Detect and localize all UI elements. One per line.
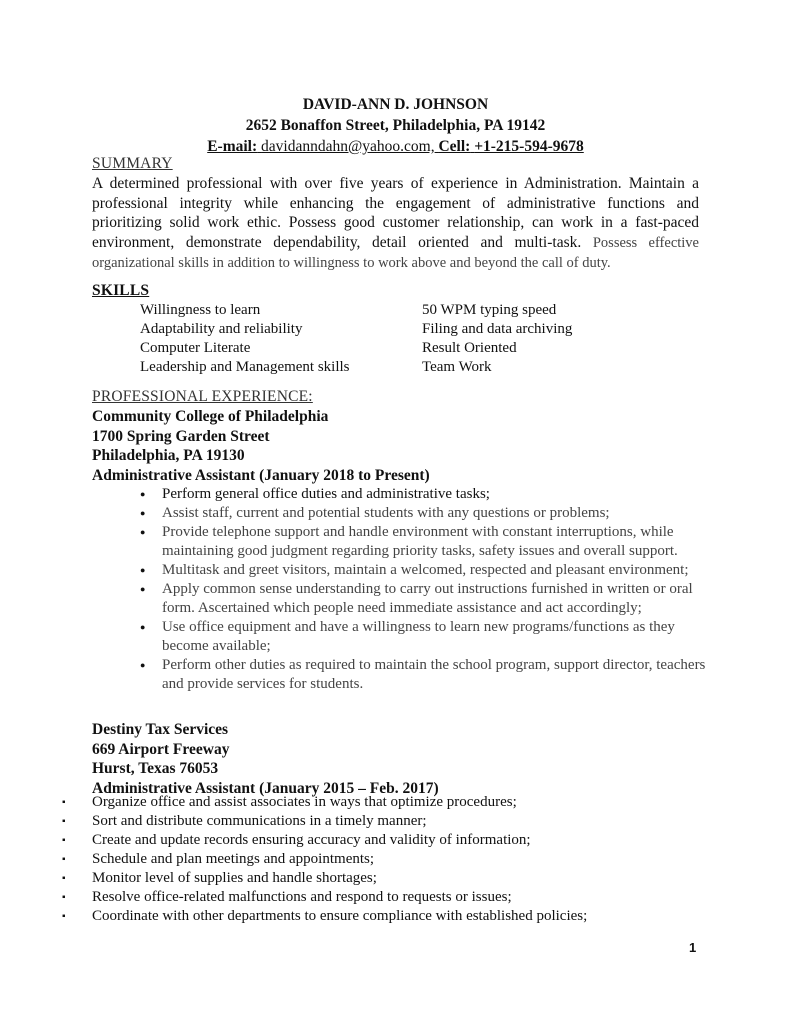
skill-item: Computer Literate <box>140 340 251 356</box>
duty-item: ▪ Schedule and plan meetings and appointments; <box>62 850 682 869</box>
duty-item: ▪ Create and update records ensuring accuracy and validity of information; <box>62 831 682 850</box>
skill-item: Result Oriented <box>422 340 517 356</box>
summary-heading: SUMMARY <box>92 155 173 172</box>
skills-column-right <box>422 301 572 377</box>
duty-item: ▪ Monitor level of supplies and handle shortages; <box>62 869 682 888</box>
employer-city: Philadelphia, PA 19130 <box>92 447 245 464</box>
contact-line <box>0 136 791 157</box>
job-header <box>92 407 430 485</box>
skill-item: 50 WPM typing speed <box>422 302 557 318</box>
employer-city: Hurst, Texas 76053 <box>92 760 219 777</box>
employer-name: Destiny Tax Services <box>92 721 229 738</box>
duty-item: ▪ Resolve office-related malfunctions and respond to requests or issues; <box>62 888 682 907</box>
job-duties-list <box>140 485 710 694</box>
duty-item: ▪ Organize office and assist associates in ways that optimize procedures; <box>62 793 682 812</box>
job-header <box>92 720 439 798</box>
email-label: E-mail: <box>207 138 258 155</box>
job-role: Administrative Assistant (January 2018 to Present) <box>92 466 430 484</box>
duty-item: ● Multitask and greet visitors, maintain a welcomed, respected and pleasant environment; <box>140 561 710 580</box>
employer-name: Community College of Philadelphia <box>92 408 329 425</box>
skill-item: Leadership and Management skills <box>140 359 350 375</box>
email-link[interactable]: davidanndahn@yahoo.com, <box>261 138 435 155</box>
employer-street: 1700 Spring Garden Street <box>92 427 270 445</box>
job-duties-list <box>62 793 682 926</box>
experience-heading: PROFESSIONAL EXPERIENCE: <box>92 388 313 405</box>
skill-item: Filing and data archiving <box>422 321 573 337</box>
duty-item: ▪ Sort and distribute communications in a timely manner; <box>62 812 682 831</box>
skill-item: Adaptability and reliability <box>140 321 303 337</box>
duty-item: ● Use office equipment and have a willingness to learn new programs/functions as they become available; <box>140 618 710 656</box>
skill-item: Willingness to learn <box>140 302 261 318</box>
duty-item: ● Perform general office duties and administrative tasks; <box>140 485 710 504</box>
cell-number: +1-215-594-9678 <box>474 138 584 155</box>
duty-item: ● Provide telephone support and handle environment with constant interruptions, while maintaining good judgment regarding priority tasks, safety issues and overall support. <box>140 523 710 561</box>
skill-item: Team Work <box>422 359 492 375</box>
employer-street: 669 Airport Freeway <box>92 740 230 758</box>
duty-item: ● Perform other duties as required to maintain the school program, support director, teachers and provide services for students. <box>140 656 710 694</box>
skills-column-left <box>140 301 350 377</box>
candidate-address: 2652 Bonaffon Street, Philadelphia, PA 19142 <box>245 117 546 134</box>
candidate-name: DAVID-ANN D. JOHNSON <box>302 96 489 113</box>
job-role: Administrative Assistant (January 2015 – Feb. 2017) <box>92 779 439 797</box>
resume-header <box>0 94 791 157</box>
duty-item: ● Assist staff, current and potential students with any questions or problems; <box>140 504 710 523</box>
page-number: 1 <box>689 940 697 955</box>
skills-heading: SKILLS <box>92 282 150 299</box>
duty-item: ▪ Coordinate with other departments to ensure compliance with established policies; <box>62 907 682 926</box>
summary-soft: Possess effective organizational skills in addition to willingness to work above and beyond the call of duty. <box>92 234 699 271</box>
duty-item: ● Apply common sense understanding to carry out instructions furnished in written or oral form. Ascertained which people need immediate assistance and act accordingly; <box>140 580 710 618</box>
summary-text <box>92 174 699 274</box>
cell-label: Cell: <box>438 138 471 155</box>
summary-main: A determined professional with over five years of experience in Administration. Maintain a professional integrity while enhancing the engagement of administrative functions and prioritizing solid work ethic. Possess good customer relationship, can work in a fast-paced environment, demonstrate dependability, detail oriented and multi-task. <box>92 175 699 251</box>
